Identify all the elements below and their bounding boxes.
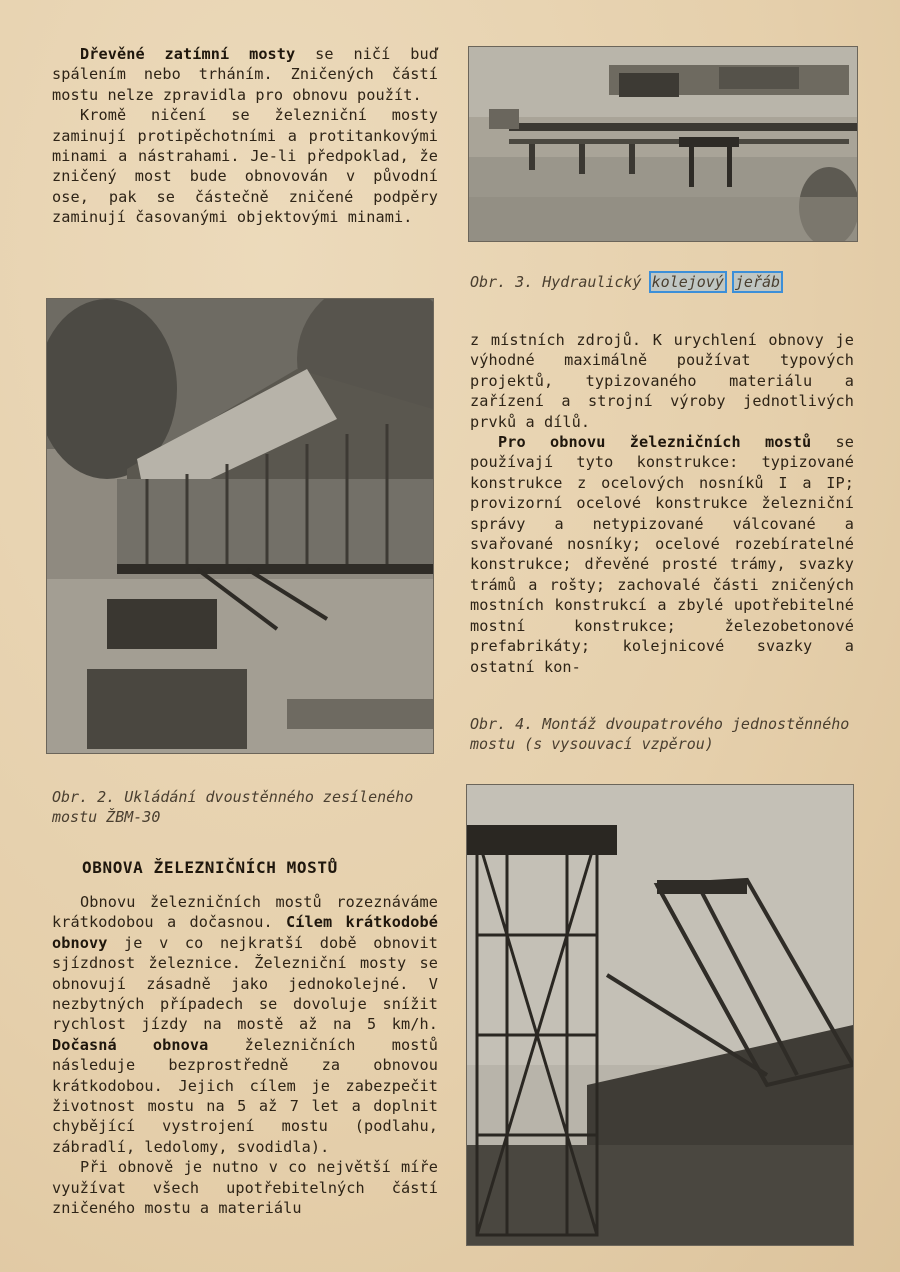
section-heading: OBNOVA ŽELEZNIČNÍCH MOSTŮ — [82, 858, 338, 877]
section-text — [52, 892, 438, 1219]
figure-4-caption: Obr. 4. Montáž dvoupatrového jednostěnného mostu (s vysouvací vzpěrou) — [470, 715, 850, 753]
figure-3-caption — [470, 272, 860, 292]
figure-2-photo — [46, 298, 434, 754]
s1c: je v co nejkratší době obnovit sjízdnost železnice. Železniční mosty se obnovují zásadně jako jednokolejné. V nezbytných případech se dovoluje snížit rychlost jízdy na mostě až na 5 km/h. — [52, 933, 438, 1034]
figure-2-caption: Obr. 2. Ukládání dvoustěnného zesíleného mostu ŽBM-30 — [52, 788, 414, 826]
highlighted-word-1[interactable]: kolejový — [651, 273, 724, 291]
p2: Kromě ničení se železniční mosty zaminují protipěchotními a protitankovými minami a nástrahami. Je-li předpoklad, že zničený most bude obnovován v původní ose, pak se částečně zničené podpěry zaminují časovanými objektovými minami. — [52, 106, 438, 227]
middle-text — [470, 330, 854, 677]
figure-3-photo — [468, 46, 858, 242]
p-continued: z místních zdrojů. K urychlení obnovy je výhodné maximálně používat typových projektů, typizovaného materiálu a zařízení a strojní výroby jednotlivých prvků a dílů. — [470, 331, 854, 431]
s1a: Obnovu železničních mostů rozeznáváme krátkodobou a dočasnou. — [52, 893, 438, 932]
s1d: Dočasná obnova — [52, 1035, 209, 1054]
p-rest: se používají tyto konstrukce: typizované konstrukce z ocelových nosníků I a IP; provizorní ocelové konstrukce železniční správy a netypizované válcované a svařované nosníky; ocelové rozebíratelné konstrukce; dřevěné prosté trámy, svazky trámů a rošty; zachovalé části zničených mostních konstrukcí a zbylé upotřebitelné mostní konstrukce; železobetonové prefabrikáty; kolejnicové svazky a ostatní kon- — [470, 433, 854, 676]
s1e: železničních mostů následuje bezprostředně za obnovou krátkodobou. Jejich cílem je zabezpečit životnost mostu na 5 až 7 let a doplnit chybějící vystrojení mostu (podlahu, zábradlí, ledolomy, svodidla). — [52, 1035, 438, 1156]
figure-4-photo — [466, 784, 854, 1246]
p1-bold: Dřevěné zatímní mosty — [80, 45, 296, 63]
caption-text: Obr. 3. Hydraulický — [470, 273, 651, 291]
highlighted-word-2[interactable]: jeřáb — [734, 273, 781, 291]
s1b: Cílem krátkodobé obnovy — [52, 913, 438, 952]
p1-rest: se ničí buď spálením nebo trháním. Zničených částí mostu nelze zpravidla pro obnovu použít. — [52, 45, 438, 104]
intro-text — [52, 44, 438, 228]
s2: Při obnově je nutno v co největší míře využívat všech upotřebitelných částí zničeného mostu a materiálu — [52, 1158, 438, 1218]
p-bold: Pro obnovu železničních mostů — [498, 433, 812, 452]
